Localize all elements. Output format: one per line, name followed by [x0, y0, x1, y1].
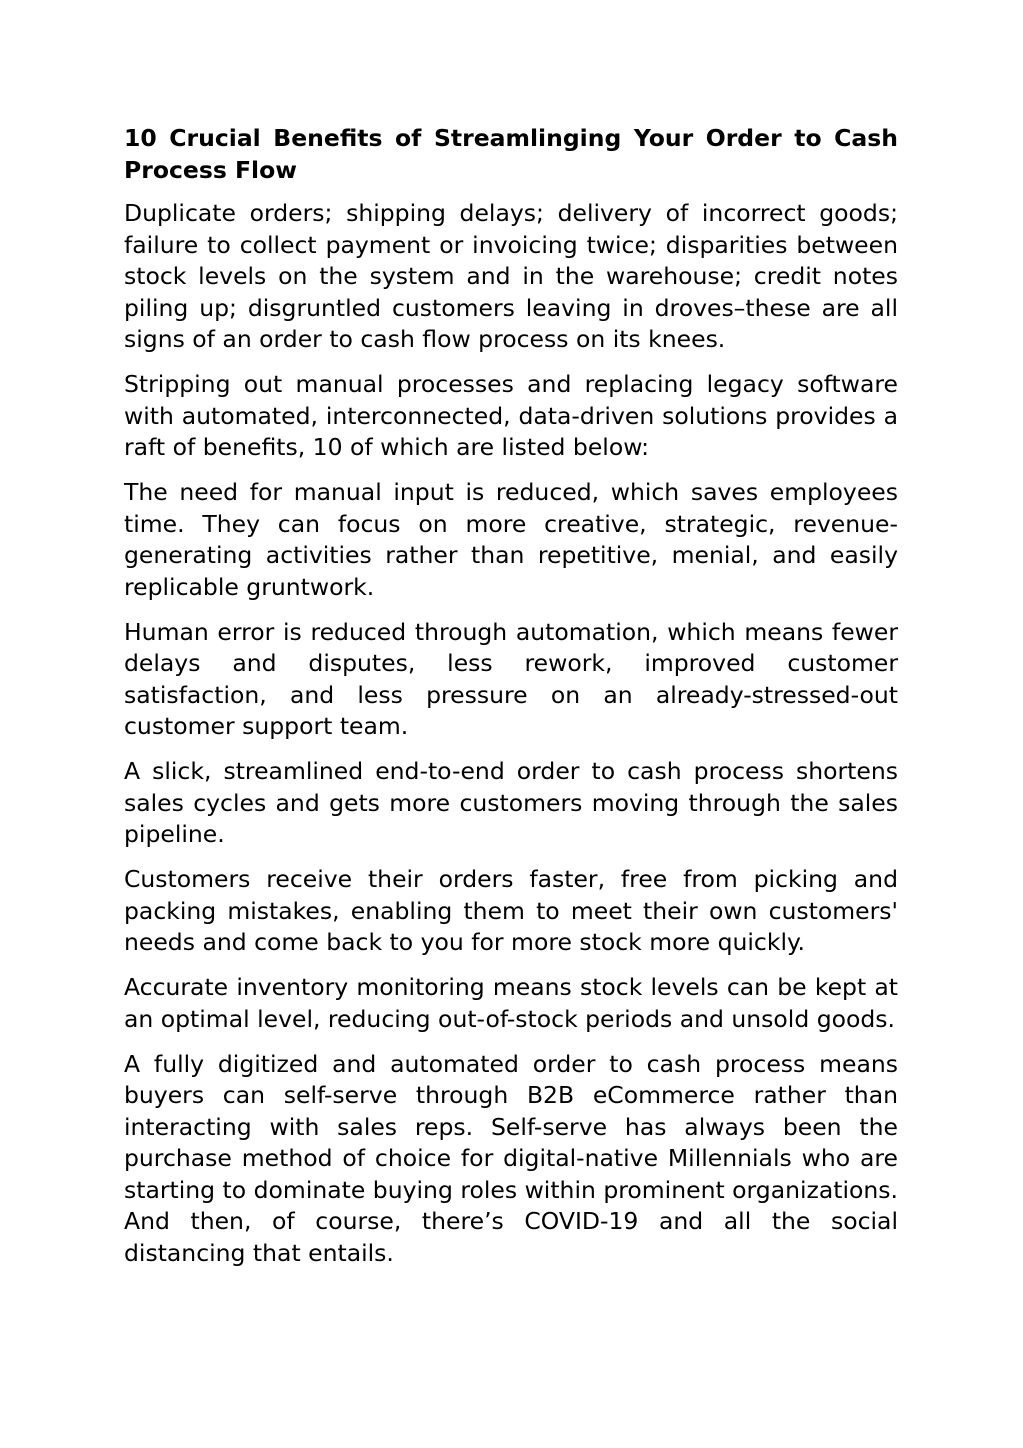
paragraph-stripping-manual-processes: Stripping out manual processes and replacing legacy software with automated, interconnected, data-driven solutions provides a raft of benefits, 10 of which are listed below: — [124, 370, 898, 461]
document-title: 10 Crucial Benefits of Streamlinging Your Order to Cash Process Flow — [124, 124, 898, 184]
paragraph-faster-orders: Customers receive their orders faster, free from picking and packing mistakes, enabling them to meet their own customers' needs and come back to you for more stock more quickly. — [124, 865, 898, 956]
paragraph-duplicate-orders: Duplicate orders; shipping delays; delivery of incorrect goods; failure to collect payment or invoicing twice; disparities between stock levels on the system and in the warehouse; credit notes piling up; disgruntled customers leaving in droves–these are all signs of an order to cash flow process on its knees. — [124, 199, 898, 353]
paragraph-self-serve-ecommerce: A fully digitized and automated order to cash process means buyers can self-serve through B2B eCommerce rather than interacting with sales reps. Self-serve has always been the purchase method of choice for digital-native Millennials who are starting to dominate buying roles within prominent organizations. And then, of course, there’s COVID-19 and all the social distancing that entails. — [124, 1049, 898, 1267]
paragraph-shorter-sales-cycles: A slick, streamlined end-to-end order to cash process shortens sales cycles and gets more customers moving through the sales pipeline. — [124, 757, 898, 848]
paragraph-human-error-reduced: Human error is reduced through automation, which means fewer delays and disputes, less rework, improved customer satisfaction, and less pressure on an already-stressed-out customer support team. — [124, 617, 898, 740]
paragraph-inventory-monitoring: Accurate inventory monitoring means stock levels can be kept at an optimal level, reducing out-of-stock periods and unsold goods. — [124, 973, 898, 1033]
paragraph-manual-input-reduced: The need for manual input is reduced, which saves employees time. They can focus on more creative, strategic, revenue-generating activities rather than repetitive, menial, and easily replicable gruntwork. — [124, 478, 898, 601]
document-page — [124, 122, 898, 1283]
